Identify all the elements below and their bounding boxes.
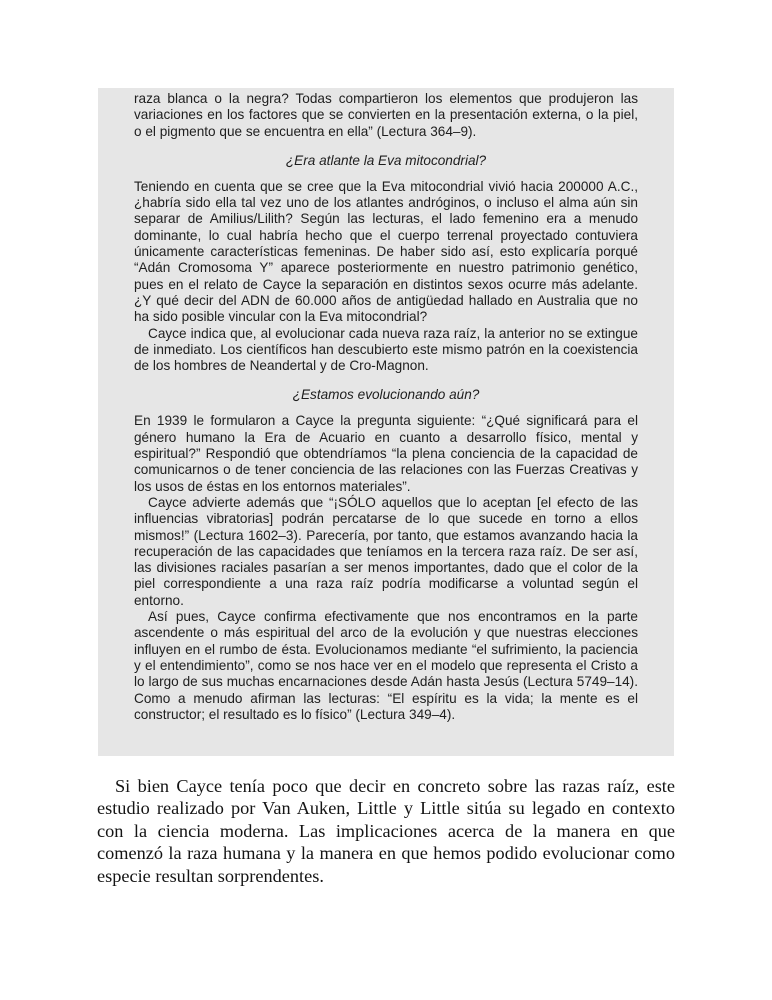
main-body-text [97,775,675,887]
section-heading-evolucionando: ¿Estamos evolucionando aún? [292,387,480,403]
sidebar-paragraph: Así pues, Cayce confirma efectivamente que nos encontramos en la parte ascendente o más espiritual del arco de la evolución y que nuestras elecciones influyen en el rumbo de ésta. Evolucionamos mediante “el sufrimiento, la paciencia y el entendimiento”, como se nos hace ver en el modelo que representa el Cristo a lo largo de sus muchas encarnaciones desde Adán hasta Jesús (Lectura 5749–14). Como a menudo afirman las lecturas: “El espíritu es la vida; la mente es el constructor; el resultado es lo físico” (Lectura 349–4). [134,609,638,722]
sidebar-paragraph: Teniendo en cuenta que se cree que la Eva mitocondrial vivió hacia 200000 A.C., ¿habría sido ella tal vez uno de los atlantes andróginos, o incluso el alma aún sin separar de Amilius/Lilith? Según las lecturas, el lado femenino era a menudo dominante, lo cual habría hecho que el cuerpo terrenal proyectado contuviera únicamente características femeninas. De haber sido así, esto explicaría porqué “Adán Cromosoma Y” aparece posteriormente en nuestro patrimonio genético, pues en el relato de Cayce la separación en distintos sexos ocurre más adelante. ¿Y qué decir del ADN de 60.000 años de antigüedad hallado en Australia que no ha sido posible vincular con la Eva mitocondrial? [134,178,638,325]
sidebar-intro-paragraph: raza blanca o la negra? Todas compartieron los elementos que produjeron las variaciones en los factores que se convierten en la presentación externa, o la piel, o el pigmento que se encuentra en ella” (Lectura 364–9). [134,91,638,139]
section-heading-eva-mitocondrial: ¿Era atlante la Eva mitocondrial? [285,152,487,168]
sidebar-paragraph: En 1939 le formularon a Cayce la pregunta siguiente: “¿Qué significará para el género humano la Era de Acuario en cuanto a desarrollo físico, mental y espiritual?” Respondió que obtendríamos “la plena conciencia de la capacidad de comunicarnos o de tener conciencia de las relaciones con las Fuerzas Creativas y los usos de éstas en los entornos materiales”. [134,413,638,494]
body-paragraph: Si bien Cayce tenía poco que decir en concreto sobre las razas raíz, este estudio realizado por Van Auken, Little y Little sitúa su legado en contexto con la ciencia moderna. Las implicaciones acerca de la manera en que comenzó la raza humana y la manera en que hemos podido evolucionar como especie resultan sorprendentes. [97,776,675,886]
sidebar-paragraph: Cayce advierte además que “¡SÓLO aquellos que lo aceptan [el efecto de las influencias vibratorias] podrán percatarse de lo que sucede en torno a ellos mismos!” (Lectura 1602–3). Parecería, por tanto, que estamos avanzando hacia la recuperación de las capacidades que teníamos en la tercera raza raíz. De ser así, las divisiones raciales pasarían a ser menos importantes, dado que el color de la piel correspondiente a una raza raíz podría modificarse a voluntad según el entorno. [134,494,638,608]
sidebar-box [98,88,674,756]
sidebar-content [134,91,638,723]
sidebar-paragraph: Cayce indica que, al evolucionar cada nueva raza raíz, la anterior no se extingue de inmediato. Los científicos han descubierto este mismo patrón en la coexistencia de los hombres de Neandertal y de Cro-Magnon. [134,325,638,374]
